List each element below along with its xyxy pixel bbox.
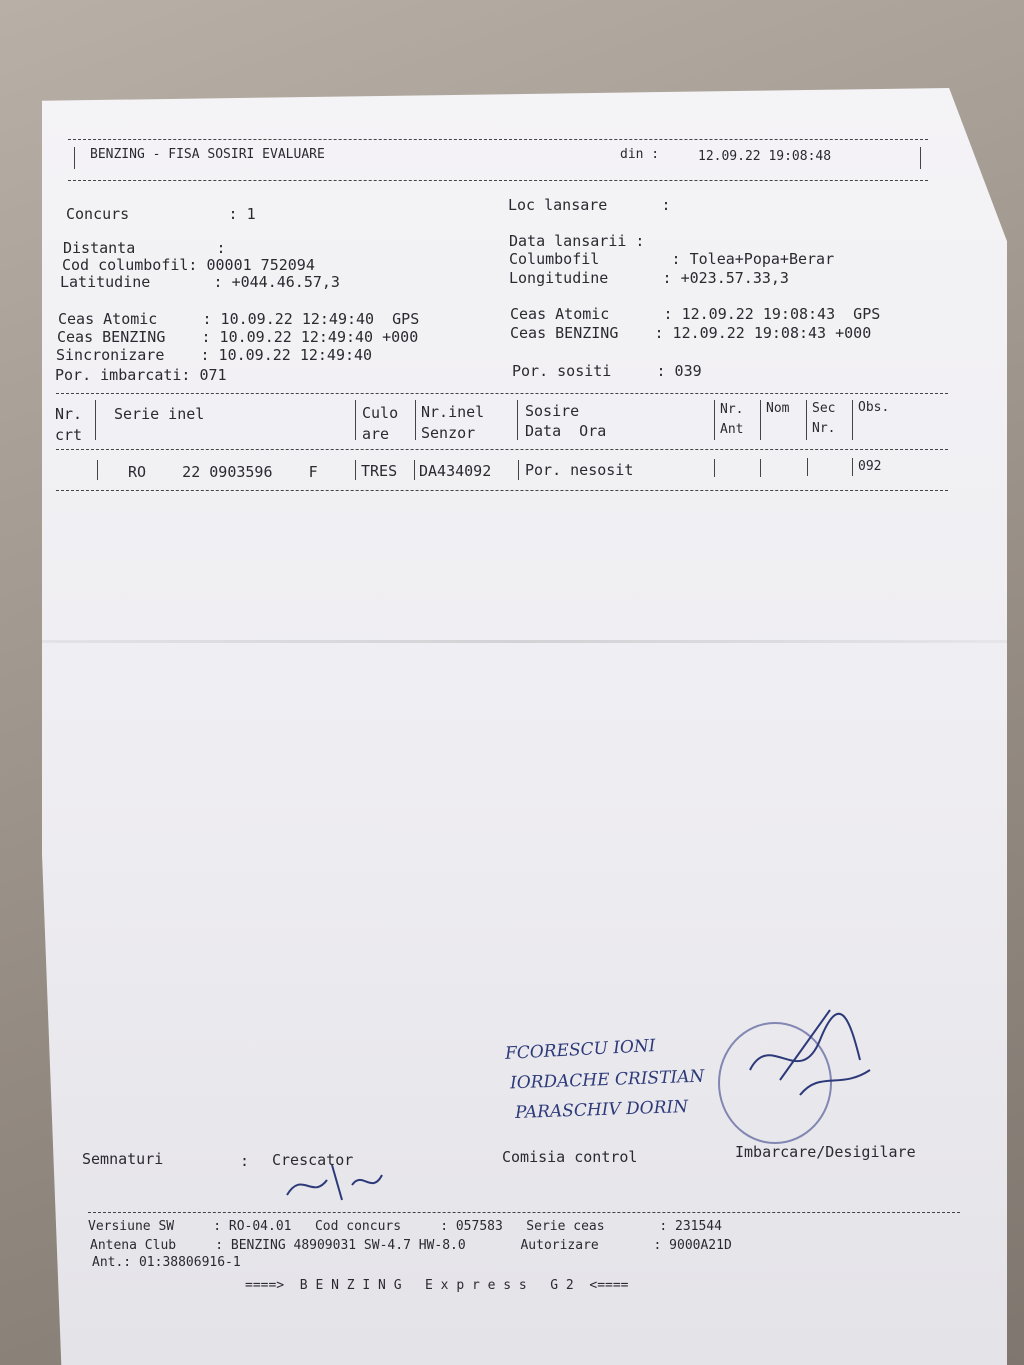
versiune-sw: Versiune SW : RO-04.01 Cod concurs : 057583 Serie ceas : 231544	[88, 1219, 722, 1234]
ceas-benzing-right: Ceas BENZING : 12.09.22 19:08:43 +000	[510, 324, 872, 342]
table-bottom-border	[56, 490, 948, 491]
data-lansarii-field: Data lansarii :	[509, 232, 645, 250]
th-obs: Obs.	[858, 400, 890, 415]
footer-top-border	[88, 1212, 960, 1213]
ceas-benzing-left: Ceas BENZING : 10.09.22 12:49:40 +000	[57, 328, 419, 346]
columbofil-field: Columbofil : Tolea+Popa+Berar	[509, 250, 835, 268]
sincronizare-field: Sincronizare : 10.09.22 12:49:40	[56, 346, 373, 364]
handwritten-signature-scribble	[740, 1000, 880, 1110]
header-left-border	[74, 147, 75, 169]
ceas-atomic-left: Ceas Atomic : 10.09.22 12:49:40 GPS	[58, 310, 420, 328]
header-date: 12.09.22 19:08:48	[698, 149, 832, 164]
comisia-control-label: Comisia control	[502, 1148, 638, 1166]
row-divider-4	[518, 460, 519, 480]
row-divider-2	[355, 460, 356, 480]
semnaturi-separator: :	[240, 1152, 250, 1170]
loc-lansare-field: Loc lansare :	[508, 196, 671, 214]
th-ant-1: Nr.	[720, 402, 744, 417]
concurs-field: Concurs : 1	[66, 205, 256, 223]
cell-sosire: Por. nesosit	[525, 461, 634, 479]
ant-id: Ant.: 01:38806916-1	[92, 1255, 241, 1270]
porumbei-sositi: Por. sositi : 039	[512, 362, 702, 380]
table-header-border	[56, 449, 948, 450]
th-nr: Nr.	[55, 405, 83, 423]
cod-columbofil-field: Cod columbofil: 00001 752094	[62, 256, 315, 274]
th-sosire-2: Data Ora	[525, 422, 607, 440]
longitudine-field: Longitudine : +023.57.33,3	[509, 269, 789, 287]
th-sec-2: Nr.	[812, 421, 836, 436]
antena-club: Antena Club : BENZING 48909031 SW-4.7 HW-8.0 Autorizare : 9000A21D	[90, 1238, 732, 1253]
header-bottom-border	[68, 180, 928, 181]
col-divider-8	[852, 400, 853, 440]
th-culoare-2: are	[362, 425, 390, 443]
cell-serie-inel: RO 22 0903596 F	[128, 463, 318, 481]
handwritten-name-2: IORDACHE CRISTIAN	[509, 1066, 705, 1094]
th-sosire-1: Sosire	[525, 402, 580, 420]
crescator-label: Crescator	[272, 1151, 354, 1169]
col-divider-6	[760, 400, 761, 440]
col-divider-5	[714, 400, 715, 440]
imbarcare-label: Imbarcare/Desigilare	[735, 1143, 916, 1161]
semnaturi-label: Semnaturi	[82, 1150, 164, 1168]
th-culoare-1: Culo	[362, 404, 399, 422]
row-divider-5	[714, 459, 715, 477]
handwritten-name-3: PARASCHIV DORIN	[514, 1096, 689, 1124]
cell-senzor: DA434092	[419, 462, 492, 480]
th-nrinel-1: Nr.inel	[421, 403, 485, 421]
row-divider-7	[807, 458, 808, 476]
handwritten-name-1: FCORESCU IONI	[504, 1036, 656, 1064]
th-nrinel-2: Senzor	[421, 424, 476, 442]
col-divider-4	[517, 400, 518, 440]
table-top-border	[56, 393, 948, 394]
th-nom: Nom	[766, 401, 790, 416]
row-divider-1	[97, 460, 98, 480]
porumbei-imbarcati: Por. imbarcati: 071	[55, 366, 227, 384]
ceas-atomic-right: Ceas Atomic : 12.09.22 19:08:43 GPS	[510, 305, 881, 323]
row-divider-8	[852, 458, 853, 476]
col-divider-1	[95, 400, 96, 440]
th-serie-inel: Serie inel	[114, 405, 205, 423]
cell-culoare: TRES	[361, 462, 398, 480]
row-divider-6	[760, 459, 761, 477]
row-divider-3	[414, 460, 415, 480]
th-ant-2: Ant	[720, 422, 744, 437]
paper-fold	[42, 640, 1007, 643]
header-din-label: din :	[620, 147, 660, 162]
header-right-border	[920, 147, 921, 169]
distanta-field: Distanta :	[63, 239, 226, 257]
col-divider-7	[806, 400, 807, 440]
document-title: BENZING - FISA SOSIRI EVALUARE	[90, 147, 325, 162]
cell-obs: 092	[858, 459, 882, 474]
th-sec-1: Sec	[812, 401, 836, 416]
header-top-border	[68, 139, 928, 140]
col-divider-3	[415, 400, 416, 440]
col-divider-2	[355, 400, 356, 440]
brand-footer: ====> B E N Z I N G E x p r e s s G 2 <====	[245, 1278, 629, 1293]
latitudine-field: Latitudine : +044.46.57,3	[60, 273, 340, 291]
th-crt: crt	[55, 426, 83, 444]
